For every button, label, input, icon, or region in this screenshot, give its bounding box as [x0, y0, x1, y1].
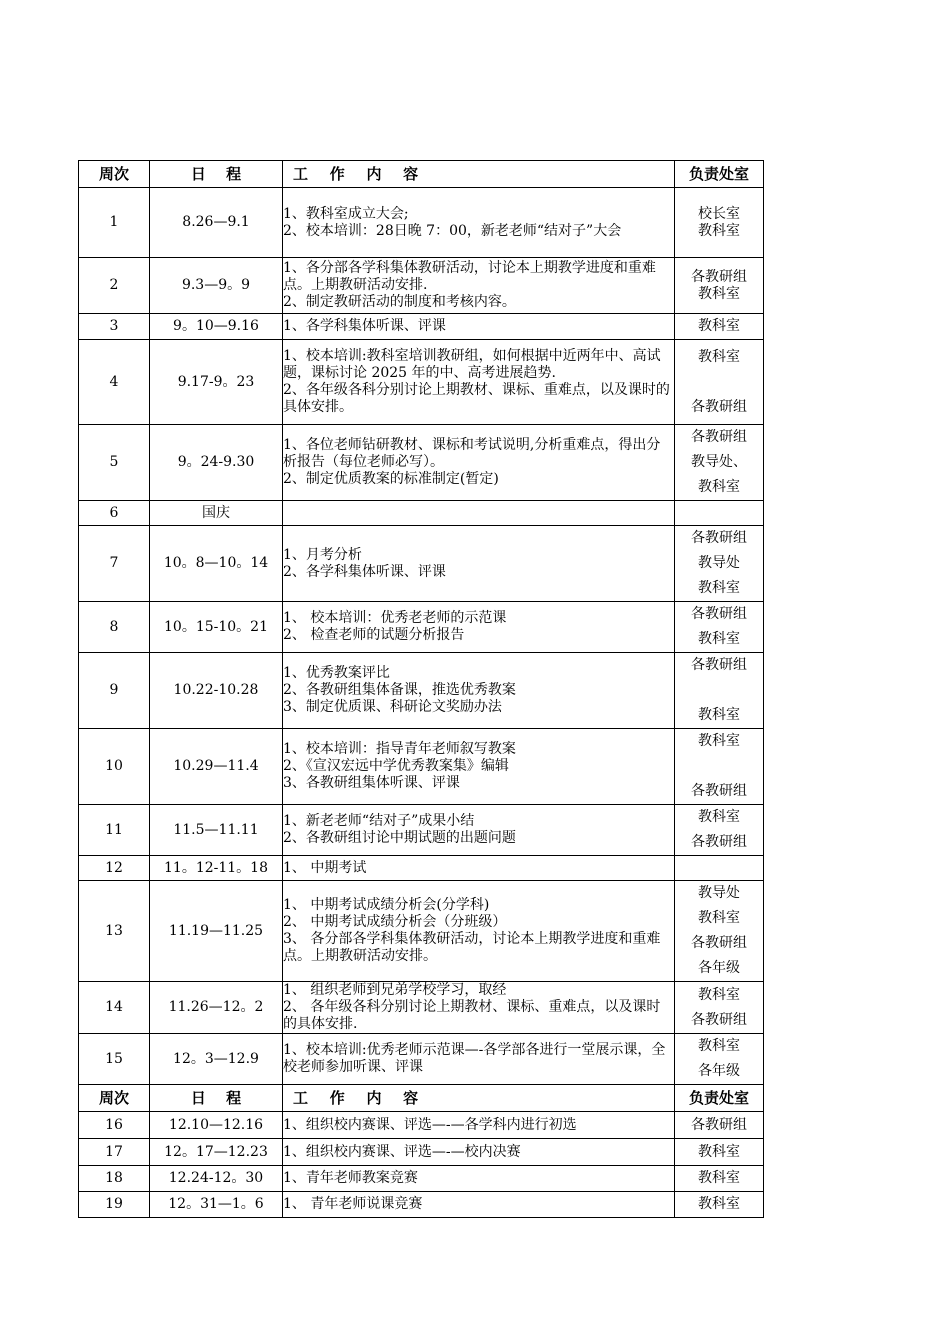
content-line: 2、 检查老师的试题分析报告 [283, 627, 465, 643]
office-name: 各教研组 [691, 429, 747, 445]
header-content: 工 作 内 容 [283, 1085, 675, 1112]
office-name [675, 678, 763, 703]
content-line: 1、校本培训：指导青年老师叙写教案 [283, 741, 516, 757]
content-line: 2、制定教研活动的制度和考核内容。 [283, 294, 516, 310]
header-week: 周次 [79, 161, 150, 188]
week-cell: 7 [79, 526, 150, 602]
content-cell [283, 982, 675, 1034]
office-name: 各教研组 [691, 398, 747, 415]
office-name: 各教研组 [691, 268, 747, 285]
content-line: 1、校本培训:优秀老师示范课—-各学部各进行一堂展示课，全校老师参加听课、评课 [283, 1042, 666, 1075]
date-cell: 12.10—12.16 [150, 1112, 283, 1139]
content-line: 2、《宣汉宏远中学优秀教案集》编辑 [283, 758, 509, 774]
office-name: 教导处 [698, 885, 740, 901]
office-name: 教科室 [698, 707, 740, 723]
header-date: 日 程 [150, 161, 283, 188]
office-name: 教科室 [698, 910, 740, 926]
content-line: 1、 校本培训：优秀老老师的示范课 [283, 610, 507, 626]
office-cell [675, 425, 764, 501]
schedule-table [78, 160, 764, 1218]
date-cell: 9.3—9。9 [150, 258, 283, 314]
content-cell [283, 729, 675, 805]
week-cell: 12 [79, 856, 150, 881]
date-cell: 10.29—11.4 [150, 729, 283, 805]
header-week: 周次 [79, 1085, 150, 1112]
office-cell [675, 1139, 764, 1166]
week-cell: 15 [79, 1034, 150, 1085]
office-name: 各教研组 [691, 935, 747, 951]
office-name: 校长室 [698, 205, 740, 222]
content-cell [283, 314, 675, 340]
content-cell [283, 653, 675, 729]
week-cell: 16 [79, 1112, 150, 1139]
content-line: 2、各学科集体听课、评课 [283, 563, 446, 580]
week-cell: 4 [79, 340, 150, 425]
header-office: 负责处室 [675, 1085, 764, 1112]
content-line: 1、优秀教案评比 [283, 665, 390, 681]
office-name: 教科室 [698, 1143, 740, 1160]
content-line: 1、 中期考试 [283, 859, 367, 876]
content-cell [283, 1166, 675, 1192]
content-line: 1、校本培训:教科室培训教研组，如何根据中近两年中、高试题，课标讨论 2025 年的中、高考进展趋势. [283, 348, 661, 381]
office-name: 教科室 [698, 1170, 740, 1186]
office-name: 教科室 [698, 580, 740, 596]
office-cell [675, 982, 764, 1034]
content-line: 1、 组织老师到兄弟学校学习，取经 [283, 982, 507, 998]
content-line: 1、各位老师钻研教材、课标和考试说明,分析重难点，得出分析报告（每位老师必写）。 [283, 437, 661, 470]
office-name: 教科室 [698, 222, 740, 239]
office-name: 教科室 [698, 1196, 740, 1212]
content-cell [283, 805, 675, 856]
office-name: 各教研组 [691, 783, 747, 799]
week-cell: 11 [79, 805, 150, 856]
date-cell: 9.17-9。23 [150, 340, 283, 425]
week-cell: 9 [79, 653, 150, 729]
date-cell: 9。10—9.16 [150, 314, 283, 340]
office-cell [675, 258, 764, 314]
office-name: 教科室 [698, 1038, 740, 1054]
week-cell: 14 [79, 982, 150, 1034]
date-cell: 10。15-10。21 [150, 602, 283, 653]
content-cell [283, 425, 675, 501]
office-name: 教科室 [698, 733, 740, 749]
office-name: 各年级 [698, 960, 740, 976]
content-line: 1、教科室成立大会; [283, 205, 409, 222]
header-row [79, 1085, 764, 1112]
content-cell [283, 340, 675, 425]
week-cell: 19 [79, 1192, 150, 1218]
date-cell: 10。8—10。14 [150, 526, 283, 602]
office-name [675, 754, 763, 779]
table-row [79, 314, 764, 340]
week-cell: 8 [79, 602, 150, 653]
table-row [79, 340, 764, 425]
table-row [79, 1192, 764, 1218]
office-cell [675, 1112, 764, 1139]
week-cell: 13 [79, 881, 150, 982]
content-cell [283, 881, 675, 982]
table-row [79, 1112, 764, 1139]
office-name: 各教研组 [691, 606, 747, 622]
table-row [79, 1166, 764, 1192]
content-cell [283, 856, 675, 881]
table-row [79, 1139, 764, 1166]
office-cell [675, 1166, 764, 1192]
week-cell: 1 [79, 188, 150, 258]
content-line: 1、各分部各学科集体教研活动，讨论本上期教学进度和重难点。上期教研活动安排. [283, 260, 656, 293]
content-line: 2、 中期考试成绩分析会（分班级） [283, 914, 507, 930]
office-name: 教科室 [698, 809, 740, 825]
office-name [675, 370, 763, 395]
week-cell: 5 [79, 425, 150, 501]
content-line: 2、各教研组讨论中期试题的出题问题 [283, 830, 516, 846]
table-row [79, 729, 764, 805]
content-line: 1、 青年老师说课竞赛 [283, 1196, 423, 1212]
date-cell: 11.26—12。2 [150, 982, 283, 1034]
office-name: 教科室 [698, 318, 740, 334]
content-line: 1、新老老师“结对子”成果小结 [283, 813, 475, 829]
table-row [79, 805, 764, 856]
content-line: 1、各学科集体听课、评课 [283, 318, 446, 334]
week-cell: 17 [79, 1139, 150, 1166]
date-cell: 12。3—12.9 [150, 1034, 283, 1085]
office-name: 各教研组 [691, 657, 747, 673]
office-cell [675, 602, 764, 653]
date-cell: 11.19—11.25 [150, 881, 283, 982]
content-cell [283, 1139, 675, 1166]
office-cell [675, 729, 764, 805]
table-row [79, 881, 764, 982]
week-cell: 3 [79, 314, 150, 340]
table-row [79, 1034, 764, 1085]
content-cell [283, 526, 675, 602]
table-row [79, 982, 764, 1034]
content-cell [283, 1034, 675, 1085]
content-line: 3、制定优质课、科研论文奖励办法 [283, 699, 502, 715]
office-cell [675, 805, 764, 856]
office-cell [675, 856, 764, 881]
content-line: 1、月考分析 [283, 546, 362, 563]
content-line: 1、青年老师教案竞赛 [283, 1170, 418, 1186]
content-line: 1、 中期考试成绩分析会(分学科) [283, 897, 490, 913]
office-name: 教科室 [698, 479, 740, 495]
header-date: 日 程 [150, 1085, 283, 1112]
table-row [79, 526, 764, 602]
header-row [79, 161, 764, 188]
header-office: 负责处室 [675, 161, 764, 188]
office-cell [675, 881, 764, 982]
date-cell: 12。31—1。6 [150, 1192, 283, 1218]
table-row [79, 258, 764, 314]
table-row [79, 856, 764, 881]
content-line: 2、各年级各科分别讨论上期教材、课标、重难点，以及课时的具体安排。 [283, 382, 670, 415]
week-cell: 10 [79, 729, 150, 805]
office-name: 教科室 [698, 986, 740, 1003]
date-cell: 12。17—12.23 [150, 1139, 283, 1166]
office-name: 各教研组 [691, 834, 747, 850]
content-line: 3、各教研组集体听课、评课 [283, 775, 460, 791]
date-cell: 11。12-11。18 [150, 856, 283, 881]
content-cell [283, 602, 675, 653]
office-name: 教导处 [698, 555, 740, 571]
date-cell: 9。24-9.30 [150, 425, 283, 501]
content-line: 2、校本培训：28日晚 7：00，新老老师“结对子”大会 [283, 222, 622, 239]
table-row [79, 602, 764, 653]
content-line: 1、组织校内赛课、评选—-—各学科内进行初选 [283, 1116, 577, 1133]
office-cell [675, 1192, 764, 1218]
content-line: 3、 各分部各学科集体教研活动，讨论本上期教学进度和重难点。上期教研活动安排。 [283, 931, 661, 964]
table-row [79, 653, 764, 729]
office-name: 各教研组 [691, 1116, 747, 1133]
content-line: 2、 各年级各科分别讨论上期教材、课标、重难点，以及课时的具体安排. [283, 999, 661, 1032]
office-cell [675, 188, 764, 258]
week-cell: 18 [79, 1166, 150, 1192]
content-cell [283, 501, 675, 526]
office-cell [675, 340, 764, 425]
office-cell [675, 653, 764, 729]
content-line: 2、各教研组集体备课，推选优秀教案 [283, 682, 516, 698]
table-row [79, 501, 764, 526]
office-cell [675, 1034, 764, 1085]
content-line: 1、组织校内赛课、评选—-—校内决赛 [283, 1143, 521, 1160]
office-name: 各年级 [698, 1063, 740, 1079]
content-cell [283, 258, 675, 314]
office-name: 教科室 [698, 631, 740, 647]
office-cell [675, 526, 764, 602]
date-cell: 8.26—9.1 [150, 188, 283, 258]
office-cell [675, 314, 764, 340]
office-name: 教导处、 [691, 454, 747, 470]
date-cell: 国庆 [150, 501, 283, 526]
date-cell: 10.22-10.28 [150, 653, 283, 729]
content-cell [283, 188, 675, 258]
content-line: 2、制定优质教案的标准制定(暂定) [283, 471, 499, 487]
office-name: 各教研组 [691, 1011, 747, 1028]
content-cell [283, 1112, 675, 1139]
office-name: 各教研组 [691, 530, 747, 546]
office-name: 教科室 [698, 348, 740, 365]
table-row [79, 188, 764, 258]
week-cell: 2 [79, 258, 150, 314]
office-name: 教科室 [698, 285, 740, 302]
date-cell: 12.24-12。30 [150, 1166, 283, 1192]
table-row [79, 425, 764, 501]
week-cell: 6 [79, 501, 150, 526]
content-cell [283, 1192, 675, 1218]
header-content: 工 作 内 容 [283, 161, 675, 188]
date-cell: 11.5—11.11 [150, 805, 283, 856]
office-cell [675, 501, 764, 526]
